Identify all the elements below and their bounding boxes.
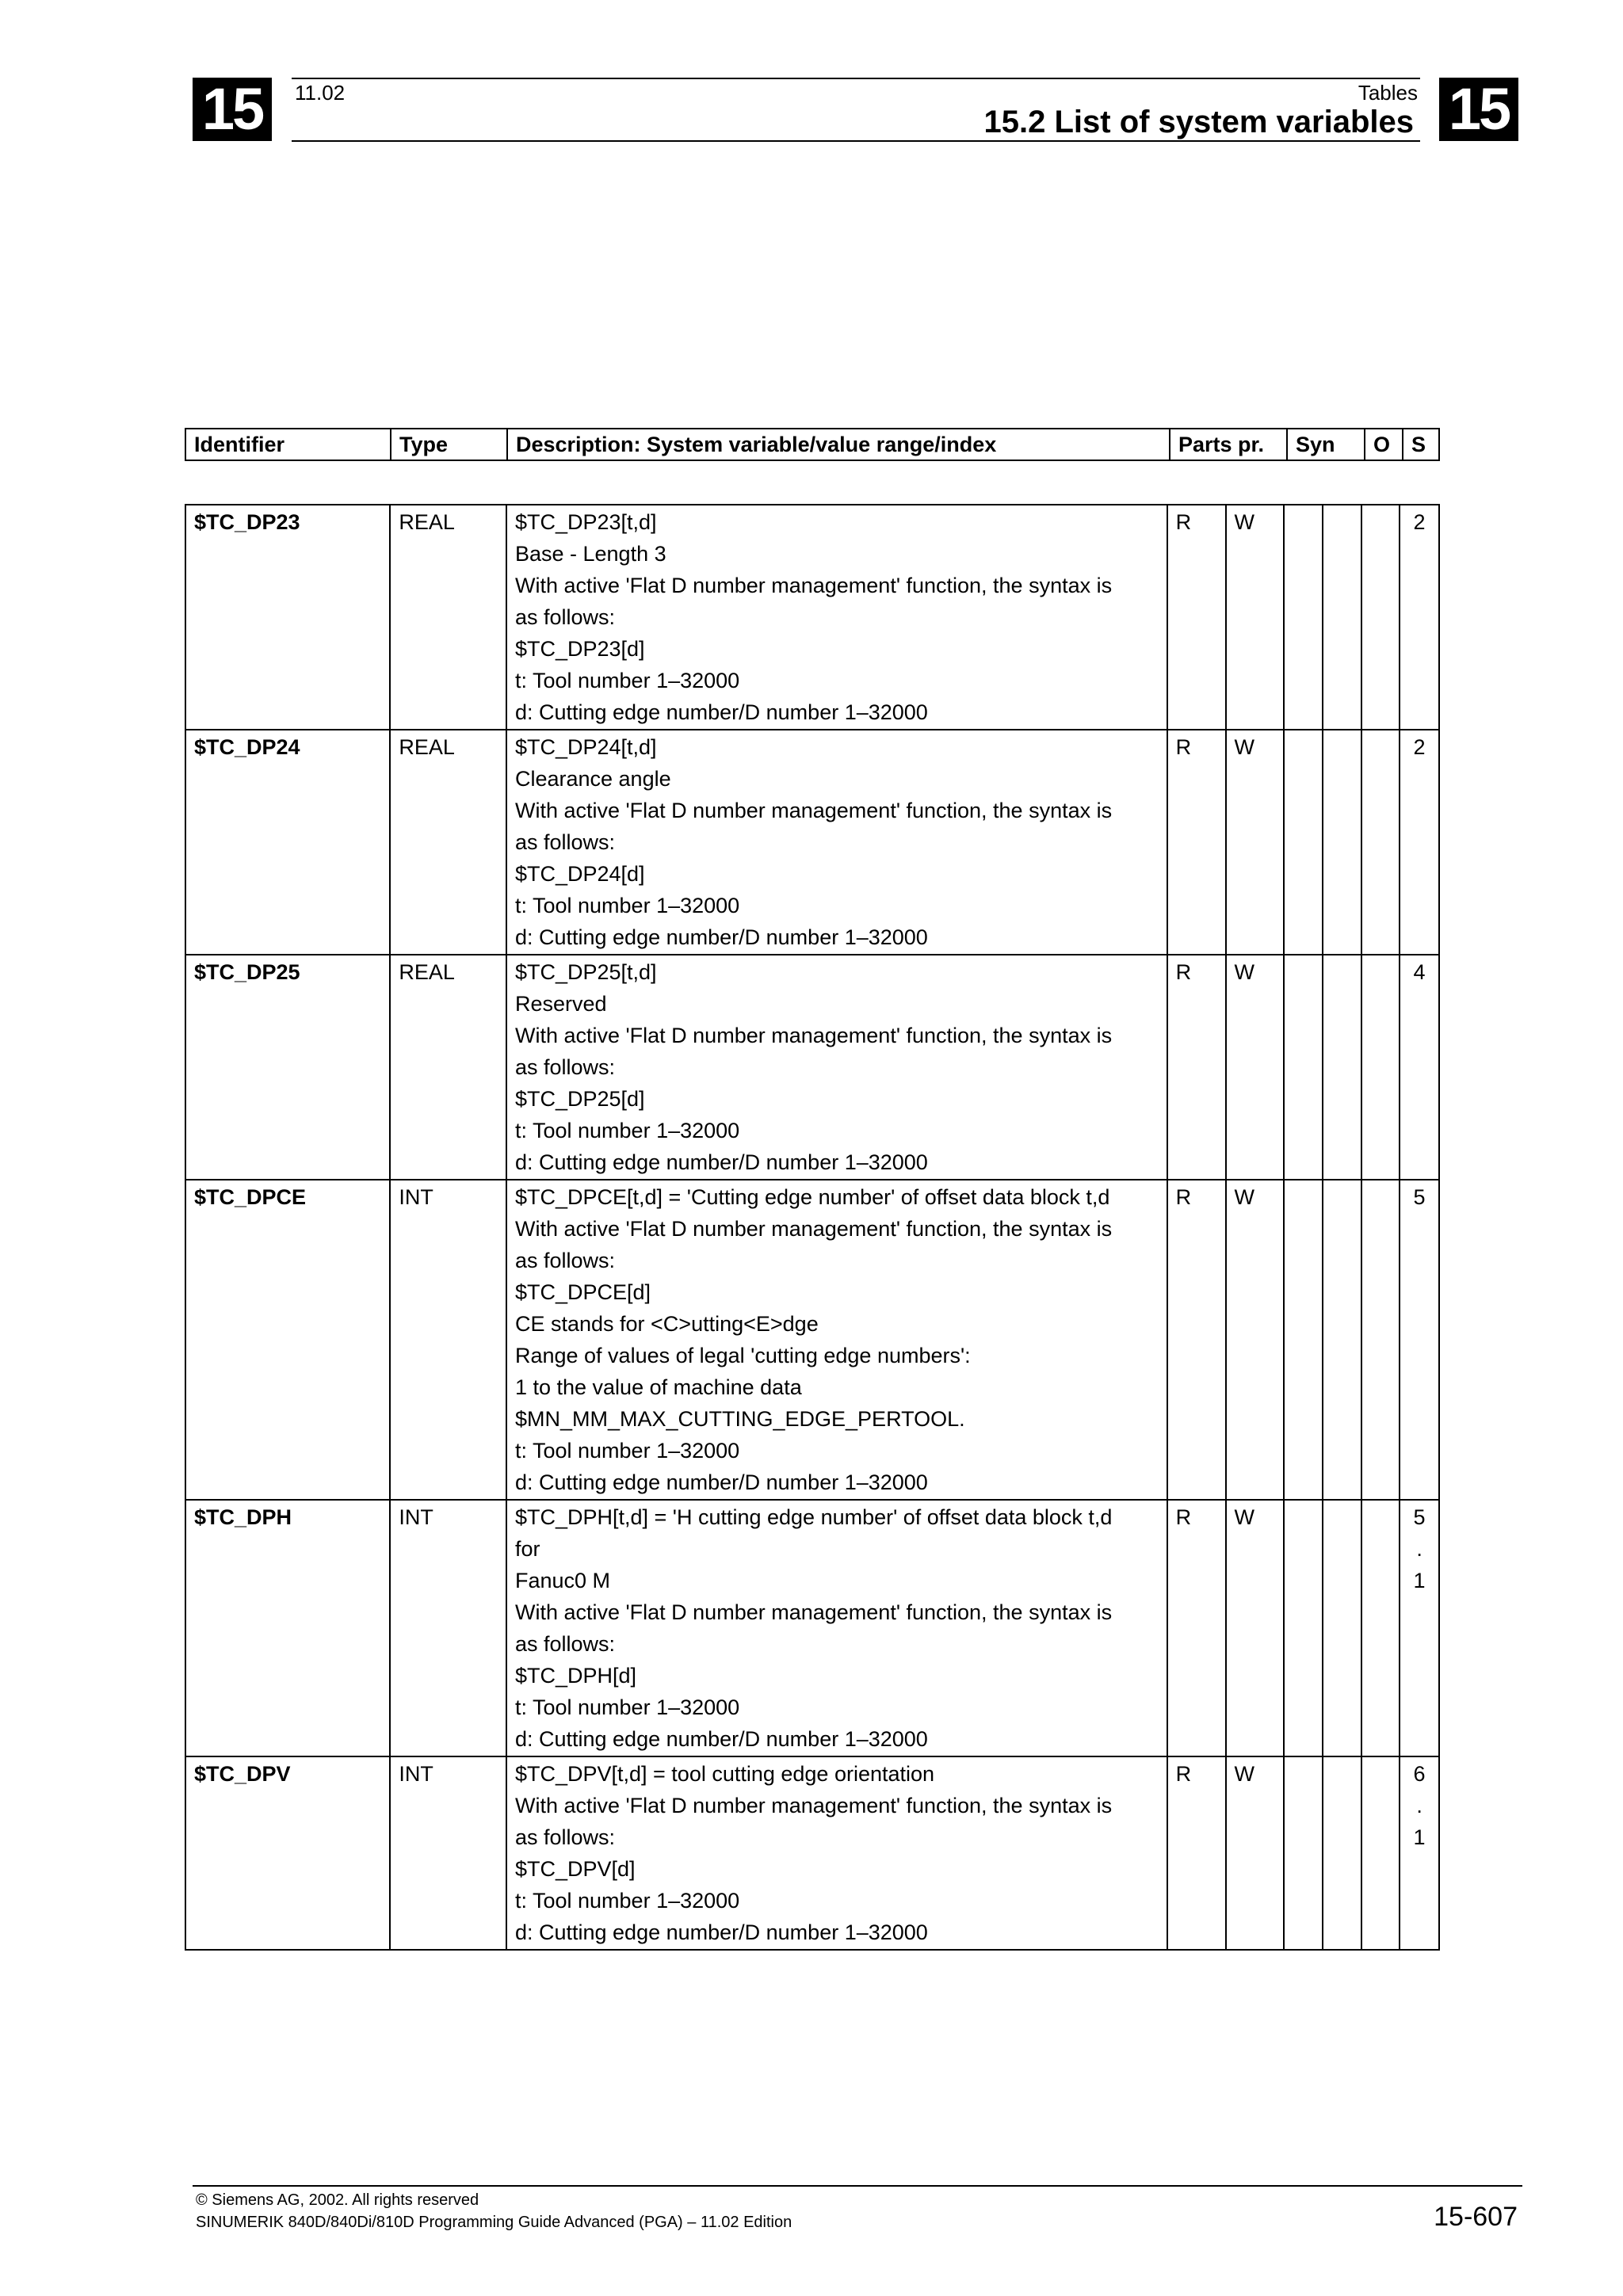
s-value-line: 2 [1413,735,1426,759]
page-number: 15-607 [1434,2202,1518,2232]
description-line: for [514,1537,540,1561]
description-line: $MN_MM_MAX_CUTTING_EDGE_PERTOOL. [514,1407,965,1431]
cell-type: INT [391,1501,507,1756]
description-line: $TC_DPV[d] [514,1857,636,1881]
description-line: $TC_DP23[d] [514,637,645,661]
description-line: d: Cutting edge number/D number 1–32000 [514,1727,928,1751]
cell-identifier: $TC_DP24 [186,730,391,954]
cell-parts-write: W [1227,1180,1285,1499]
description-line: With active 'Flat D number management' function, the syntax is [514,799,1113,822]
header-rule-bottom [292,140,1420,142]
footer-guide-title: SINUMERIK 840D/840Di/810D Programming Guide Advanced (PGA) – 11.02 Edition [196,2214,792,2231]
s-value-line: 6 [1413,1762,1426,1786]
description-line: as follows: [514,1249,616,1272]
cell-parts-read: R [1168,1757,1227,1949]
cell-s [1400,505,1438,729]
cell-syn-1 [1285,955,1323,1179]
cell-description [507,1757,1168,1949]
column-header-description: Description: System variable/value range/index [508,429,1170,460]
cell-o [1362,1501,1400,1756]
cell-description [507,505,1168,729]
cell-syn-1 [1285,1501,1323,1756]
cell-parts-read: R [1168,1501,1227,1756]
cell-identifier: $TC_DPH [186,1501,391,1756]
description-line: With active 'Flat D number management' function, the syntax is [514,1600,1113,1624]
cell-parts-write: W [1227,1501,1285,1756]
cell-o [1362,1757,1400,1949]
description-line: as follows: [514,1825,616,1849]
cell-identifier: $TC_DP23 [186,505,391,729]
description-line: CE stands for <C>utting<E>dge [514,1312,819,1336]
s-value-line: . [1416,1537,1423,1561]
description-line: Clearance angle [514,767,671,791]
cell-syn-2 [1323,1757,1362,1949]
cell-description [507,1180,1168,1499]
s-value-line: 2 [1413,510,1426,534]
description-line: $TC_DP25[d] [514,1087,645,1111]
description-line: t: Tool number 1–32000 [514,1889,740,1913]
cell-type: REAL [391,730,507,954]
cell-syn-1 [1285,1757,1323,1949]
cell-parts-write: W [1227,505,1285,729]
cell-syn-2 [1323,1501,1362,1756]
column-header-type: Type [391,429,508,460]
cell-parts-read: R [1168,1180,1227,1499]
description-line: t: Tool number 1–32000 [514,1439,740,1463]
table-row [186,730,1438,955]
description-line: With active 'Flat D number management' function, the syntax is [514,1794,1113,1817]
chapter-number-badge-right: 15 [1439,78,1518,141]
description-line: $TC_DPH[t,d] = 'H cutting edge number' of offset data block t,d [514,1505,1113,1529]
cell-parts-write: W [1227,1757,1285,1949]
description-line: t: Tool number 1–32000 [514,1695,740,1719]
page-title: 15.2 List of system variables [983,105,1414,139]
s-value-line: 5 [1413,1185,1426,1209]
s-value-line: 5 [1413,1505,1426,1529]
cell-syn-1 [1285,1180,1323,1499]
description-line: d: Cutting edge number/D number 1–32000 [514,1920,928,1944]
cell-s [1400,1501,1438,1756]
cell-o [1362,730,1400,954]
cell-syn-2 [1323,505,1362,729]
description-line: as follows: [514,1632,616,1656]
cell-description [507,1501,1168,1756]
description-line: $TC_DP25[t,d] [514,960,657,984]
cell-type: REAL [391,955,507,1179]
description-line: $TC_DP24[t,d] [514,735,657,759]
description-line: t: Tool number 1–32000 [514,1119,740,1142]
cell-syn-2 [1323,730,1362,954]
cell-o [1362,955,1400,1179]
description-line: $TC_DP23[t,d] [514,510,657,534]
description-line: Reserved [514,992,607,1016]
s-value-line: . [1416,1794,1423,1817]
cell-syn-2 [1323,1180,1362,1499]
cell-identifier: $TC_DP25 [186,955,391,1179]
description-line: Fanuc0 M [514,1569,611,1592]
system-variables-table [185,504,1440,1951]
footer-copyright: © Siemens AG, 2002. All rights reserved [196,2191,479,2209]
cell-description [507,730,1168,954]
cell-s [1400,730,1438,954]
description-line: Range of values of legal 'cutting edge numbers': [514,1344,971,1367]
cell-parts-write: W [1227,730,1285,954]
table-row [186,505,1438,730]
s-value-line: 1 [1413,1569,1426,1592]
cell-s [1400,1757,1438,1949]
description-line: as follows: [514,605,616,629]
description-line: as follows: [514,1055,616,1079]
description-line: 1 to the value of machine data [514,1375,802,1399]
cell-type: INT [391,1180,507,1499]
description-line: With active 'Flat D number management' function, the syntax is [514,574,1113,597]
column-header-s: S [1411,433,1426,456]
description-line: $TC_DPH[d] [514,1664,637,1688]
cell-syn-1 [1285,730,1323,954]
table-row [186,1757,1438,1951]
description-line: d: Cutting edge number/D number 1–32000 [514,700,928,724]
footer-rule [193,2185,1522,2187]
table-header [185,428,1440,461]
description-line: $TC_DP24[d] [514,862,645,886]
description-line: d: Cutting edge number/D number 1–32000 [514,1150,928,1174]
column-header-o: O [1365,429,1403,460]
table-row [186,1501,1438,1757]
description-line: With active 'Flat D number management' function, the syntax is [514,1024,1113,1047]
column-header-syn: Syn [1288,429,1365,460]
description-line: Base - Length 3 [514,542,666,566]
description-line: $TC_DPCE[d] [514,1280,651,1304]
description-line: t: Tool number 1–32000 [514,669,740,692]
description-line: t: Tool number 1–32000 [514,894,740,917]
description-line: With active 'Flat D number management' function, the syntax is [514,1217,1113,1241]
column-header-parts-pr: Parts pr. [1170,429,1288,460]
description-line: as follows: [514,830,616,854]
s-value-line: 4 [1413,960,1426,984]
chapter-number-badge-left: 15 [193,78,272,141]
header-section: Tables [1358,81,1418,105]
cell-syn-1 [1285,505,1323,729]
cell-identifier: $TC_DPCE [186,1180,391,1499]
cell-o [1362,1180,1400,1499]
description-line: d: Cutting edge number/D number 1–32000 [514,925,928,949]
table-row [186,1180,1438,1501]
cell-s [1400,1180,1438,1499]
cell-syn-2 [1323,955,1362,1179]
description-line: $TC_DPCE[t,d] = 'Cutting edge number' of offset data block t,d [514,1185,1110,1209]
column-header-identifier: Identifier [186,429,391,460]
table-row [186,955,1438,1180]
cell-type: REAL [391,505,507,729]
cell-s [1400,955,1438,1179]
cell-parts-read: R [1168,955,1227,1179]
cell-identifier: $TC_DPV [186,1757,391,1949]
cell-description [507,955,1168,1179]
cell-parts-write: W [1227,955,1285,1179]
cell-parts-read: R [1168,505,1227,729]
header-rule-top [292,78,1420,79]
cell-o [1362,505,1400,729]
s-value-line: 1 [1413,1825,1426,1849]
cell-parts-read: R [1168,730,1227,954]
cell-type: INT [391,1757,507,1949]
header-date: 11.02 [295,81,346,105]
description-line: d: Cutting edge number/D number 1–32000 [514,1470,928,1494]
description-line: $TC_DPV[t,d] = tool cutting edge orientation [514,1762,935,1786]
